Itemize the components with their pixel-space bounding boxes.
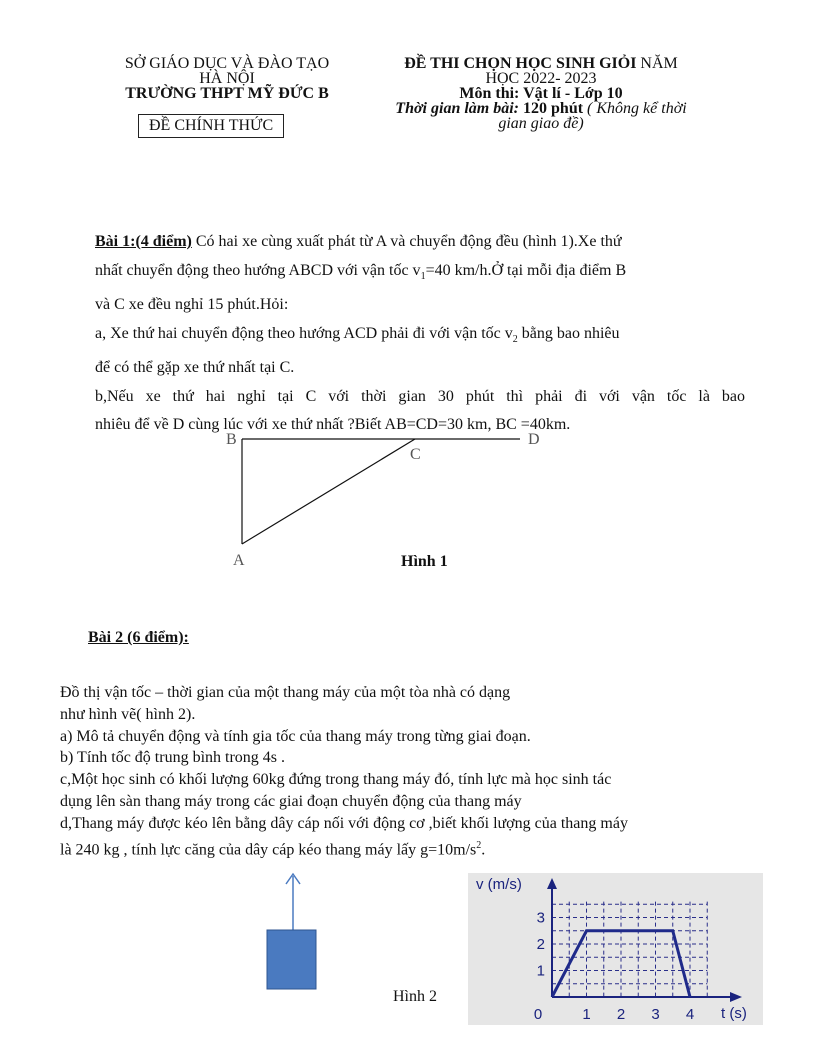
header-left <box>96 56 358 101</box>
chart-background <box>468 873 763 1025</box>
x-tick-label: 2 <box>616 1006 626 1023</box>
figure-1-caption: Hình 1 <box>401 553 448 570</box>
elevator-illustration <box>260 868 330 996</box>
department-name: SỞ GIÁO DỤC VÀ ĐÀO TẠO <box>124 55 330 72</box>
x-axis-label: t (s) <box>721 1005 747 1022</box>
official-label: ĐỀ CHÍNH THỨC <box>149 117 274 134</box>
school-year: HỌC 2022- 2023 <box>485 70 597 87</box>
x-tick-label: 1 <box>582 1006 591 1023</box>
x-tick-label: 4 <box>685 1006 695 1023</box>
problem-1: Bài 1:(4 điểm) Có hai xe cùng xuất phát từ A và chuyển động đều (hình 1).Xe thứ nhất chuyển động theo hướng ABCD với vận tốc $v_1=40$ km/h.Ở tại mỗi địa điểm B và C xe đều nghỉ 15 phút.Hỏi: a, Xe thứ hai chuyển động theo hướng ACD phải đi với vận tốc $v_2$ bằng bao nhiêu để có thể gặp xe thứ nhất tại C. b,Nếu xe thứ hai nghỉ tại C với thời gian 30 phút thì phải đi với vận tốc là bao nhiêu để về D cùng lúc với xe thứ nhất ?Biết AB=CD=30 km, BC =40km. <box>95 233 745 434</box>
velocity-time-chart <box>468 873 763 1025</box>
label-A: A <box>233 552 245 569</box>
subject-line: Môn thi: Vật lí - Lớp 10 <box>459 85 623 102</box>
y-tick-label: 3 <box>536 909 545 927</box>
problem-2-title: Bài 2 (6 điểm): <box>88 629 189 646</box>
figure-2-caption: Hình 2 <box>393 988 437 1005</box>
exam-title: ĐỀ THI CHỌN HỌC SINH GIỎI NĂM <box>404 55 678 72</box>
time-note: gian giao đề) <box>498 115 584 132</box>
x-tick-label: 3 <box>651 1006 660 1023</box>
city-name: HÀ NỘI <box>199 70 255 87</box>
x-tick-label: 0 <box>533 1006 543 1023</box>
y-tick-label: 1 <box>536 962 545 980</box>
official-stamp-box <box>138 114 284 138</box>
label-D: D <box>528 431 540 448</box>
label-B: B <box>226 431 237 448</box>
label-C: C <box>410 446 421 463</box>
time-line: Thời gian làm bài: 120 phút ( Không kể thời <box>395 100 687 117</box>
problem-1-title: Bài 1:(4 điểm) <box>95 233 192 250</box>
school-name: TRƯỜNG THPT MỸ ĐỨC B <box>125 85 329 102</box>
y-tick-label: 2 <box>536 936 545 953</box>
figure-1-diagram <box>220 428 550 578</box>
header-right <box>360 56 722 131</box>
y-axis-label: v (m/s) <box>476 876 522 893</box>
elevator-block <box>267 930 316 989</box>
segment-AC <box>242 439 415 544</box>
problem-2: Đồ thị vận tốc – thời gian của một thang máy của một tòa nhà có dạng như hình vẽ( hình 2). a) Mô tả chuyển động và tính gia tốc của thang máy trong từng giai đoạn. b) Tính tốc độ trung bình trong 4s . c,Một học sinh có khối lượng 60kg đứng trong thang máy đó, tính lực mà học sinh tác dụng lên sàn thang máy trong các giai đoạn chuyển động của thang máy d,Thang máy được kéo lên bằng dây cáp nối với động cơ ,biết khối lượng của thang máy là 240 kg , tính lực căng của dây cáp kéo thang máy lấy $g=10m/s^2$. <box>60 684 628 858</box>
